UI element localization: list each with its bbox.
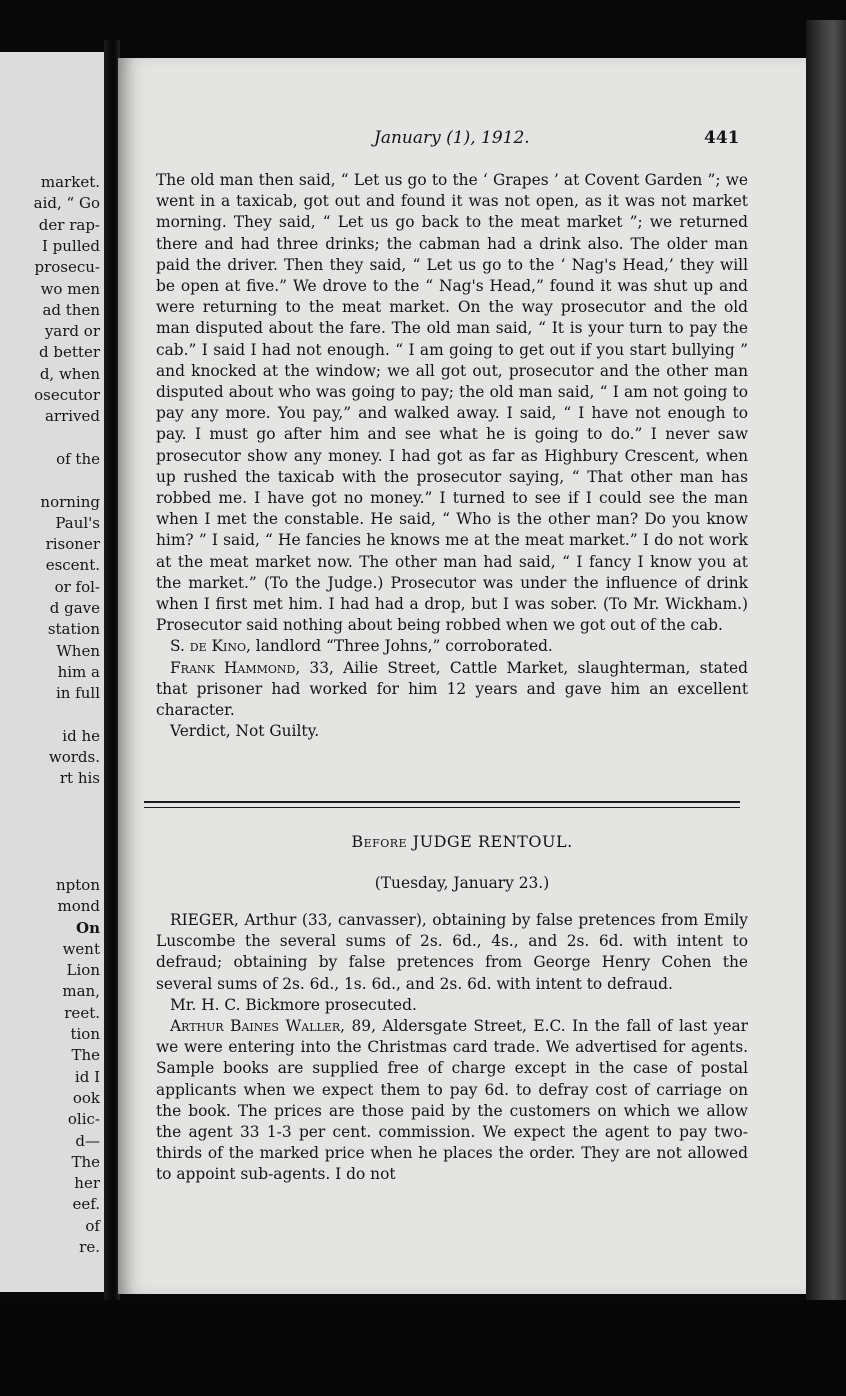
page-edge [806, 20, 846, 1320]
left-page-line: d, when [39, 364, 100, 383]
witness-name: S. de Kino, [170, 637, 251, 656]
left-page-line: I pulled [41, 236, 100, 255]
left-page-line: yard or [44, 322, 100, 341]
section-heading-judge: JUDGE RENTOUL. [407, 832, 573, 851]
testimony-text [156, 170, 748, 742]
running-head-date: January (1), 1912. [374, 128, 530, 148]
left-page-line: npton [56, 875, 100, 894]
left-page-line: rt his [59, 769, 100, 788]
left-page-line: of the [56, 449, 100, 468]
witness-statement: 89, Aldersgate Street, E.C. In the fall of last year we were entering into the Christmas card trade. We advertised for agents. Sample books are supplied free of charge except in the case of postal applicants when we expect them to pay 6d. to defray cost of carriage on the book. The prices are those paid by the customers on which we allow the agent 33 1-3 per cent. commission. We expect the agent to pay two-thirds of the marked price when he places the order. They are not allowed to appoint sub-agents. I do not [156, 1017, 748, 1184]
section-rule [144, 807, 740, 808]
testimony-paragraph: The old man then said, “ Let us go to the ‘ Grapes ’ at Covent Garden ”; we went in a taxicab, got out and found it was not open, as it was not market morning. They said, “ Let us go back to the meat market ”; we returned there and had three drinks; the cabman had a drink also. The older man paid the driver. Then they said, “ Let us go to the ‘ Nag's Head,’ they will be open at five.” We drove to the “ Nag's Head,” found it was shut up and were returning to the meat market. On the way prosecutor and the old man disputed about the fare. The old man said, “ It is your turn to pay the cab.” I said I had not enough. “ I am going to get out if you start bullying ” and knocked at the window; we all got out, prosecutor and the other man disputed about who was going to pay; the old man said, “ I am not going to pay any more. You pay,” and walked away. I said, “ I have not enough to pay. I must go after him and see what he is going to do.” I never saw prosecutor show any money. I had got as far as Highbury Crescent, when up rushed the taxicab with the prosecutor saying, “ That other man has robbed me. I have got no money.” I turned to see if I could see the man when I met the constable. He said, “ Who is the other man? Do you know him? ” I said, “ He fancies he knows me at the meat market.” I do not work at the meat market now. The other man had said, “ I fancy I know you at the market.” (To the Judge.) Prosecutor was under the influence of drink when I first met him. I had had a drop, but I was sober. (To Mr. Wickham.) Prosecutor said nothing about being robbed when we got out of the cab. [156, 171, 748, 635]
left-page-line: went [62, 939, 100, 958]
left-page-line: in full [55, 684, 100, 703]
left-page-line: ad then [42, 300, 100, 319]
left-page-line: station [47, 620, 100, 639]
verdict: Verdict, Not Guilty. [170, 722, 320, 741]
left-page-line: d— [75, 1131, 100, 1150]
previous-page-fragment [0, 52, 106, 1292]
left-page-line: d gave [49, 599, 100, 617]
section-heading-before: Before [351, 832, 408, 851]
left-page-line: The [71, 1152, 100, 1171]
case-charge: RIEGER, Arthur (33, canvasser), obtaining by false pretences from Emily Luscombe the several sums of 2s. 6d., 4s., and 2s. 6d. with intent to defraud; obtaining by false pretences from George Henry Cohen the several sums of 2s. 6d., 1s. 6d., and 2s. 6d. with intent to defraud. [156, 911, 748, 993]
witness-waller [156, 1016, 748, 1186]
left-page-line: olic- [67, 1110, 100, 1129]
left-page-line: Lion [66, 961, 100, 980]
left-page-line: aid, “ Go [33, 194, 100, 213]
left-page-line: re. [79, 1238, 100, 1256]
left-page-line: man, [62, 982, 100, 1001]
left-page-line: norning [40, 492, 100, 511]
left-page-line: her [74, 1174, 100, 1193]
left-page-line: mond [57, 897, 100, 916]
left-page-line: ook [72, 1088, 100, 1107]
page-number: 441 [704, 128, 740, 148]
left-page-line: tion [70, 1025, 100, 1043]
section-heading [118, 832, 806, 851]
book-page [118, 58, 806, 1294]
left-page-line: words. [48, 748, 100, 767]
witness-de-kino [156, 636, 748, 657]
witness-statement: landlord “Three Johns,” corroborated. [250, 637, 553, 656]
left-page-line: On [76, 918, 100, 937]
left-page-line: prosecu- [34, 258, 100, 277]
left-page-line: or fol- [54, 577, 100, 596]
section-rule [144, 801, 740, 803]
witness-name: Frank Hammond, [170, 658, 301, 677]
left-page-line: d better [39, 343, 100, 362]
left-page-line: of [85, 1216, 100, 1235]
case-prosecution: Mr. H. C. Bickmore prosecuted. [170, 995, 417, 1014]
left-page-line: id I [74, 1067, 100, 1086]
left-page-line: eef. [72, 1195, 100, 1214]
background-shadow [0, 1300, 846, 1396]
witness-name: Arthur Baines Waller, [170, 1017, 346, 1036]
left-page-line: reet. [64, 1003, 100, 1022]
case-text [156, 910, 748, 1186]
left-page-line: id he [62, 726, 100, 745]
left-page-line: When [56, 641, 100, 660]
running-head [118, 128, 806, 152]
witness-hammond [156, 658, 748, 722]
left-page-line: wo men [40, 279, 100, 298]
section-date: (Tuesday, January 23.) [374, 874, 550, 892]
left-page-line: osecutor [34, 386, 100, 404]
left-page-line: escent. [45, 556, 100, 575]
left-page-line: him a [57, 662, 100, 681]
left-page-line: der rap- [38, 215, 100, 234]
left-page-line: arrived [44, 407, 100, 426]
left-page-line: market. [40, 173, 100, 191]
witness-statement: 33, Ailie Street, Cattle Market, slaughterman, stated that prisoner had worked for him 12 years and gave him an excellent character. [156, 658, 749, 720]
left-page-line: The [71, 1046, 100, 1065]
left-page-line: risoner [45, 535, 100, 554]
left-page-line: Paul's [55, 513, 100, 532]
